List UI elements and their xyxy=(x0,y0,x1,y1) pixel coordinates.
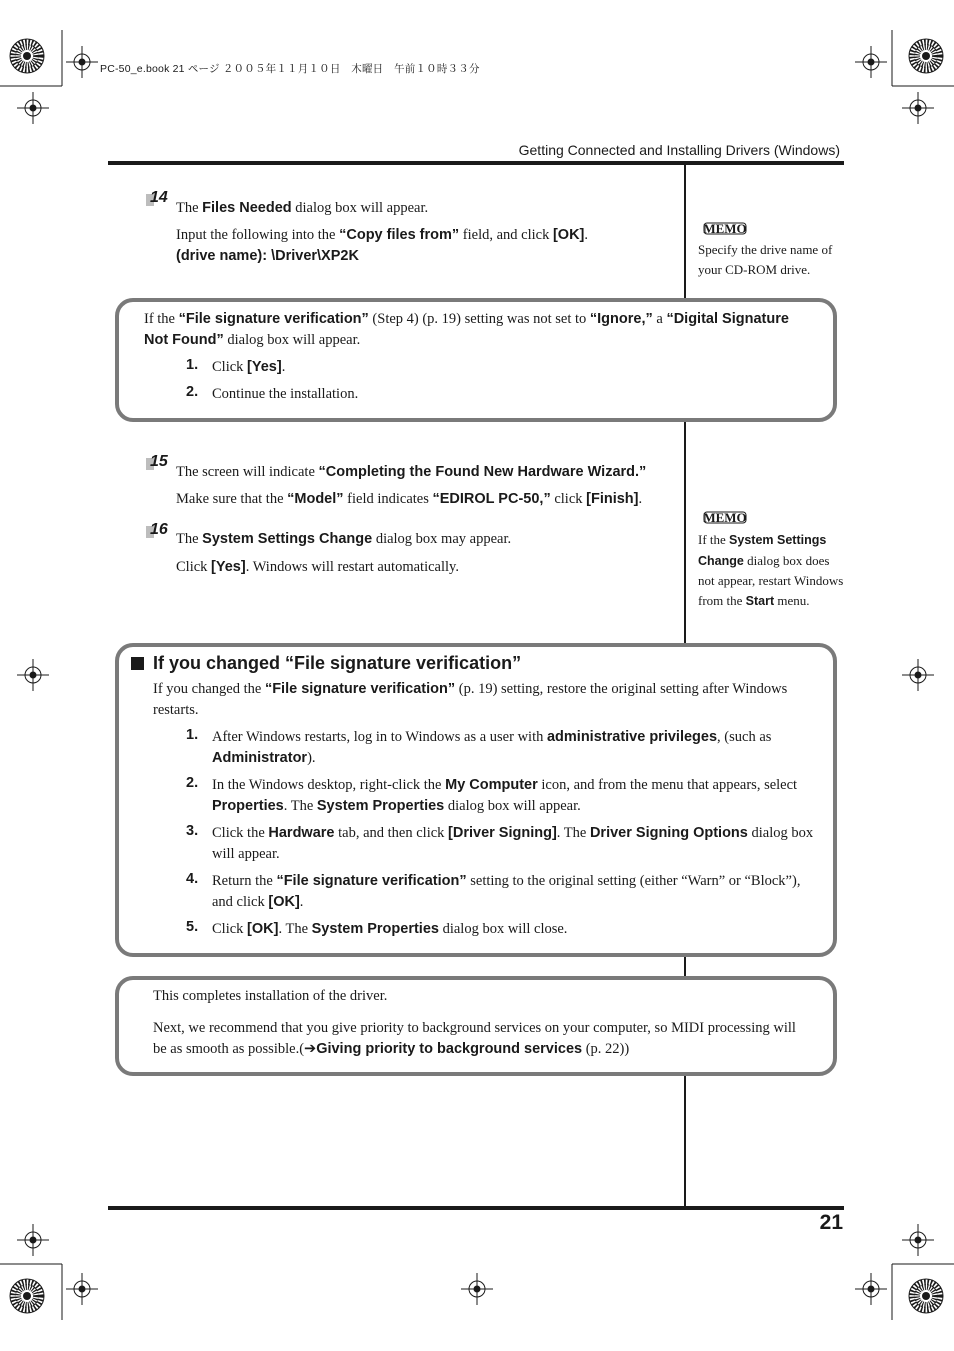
box2-item2-number: 2. xyxy=(186,775,199,791)
running-header: Getting Connected and Installing Drivers (Windows) xyxy=(518,142,840,158)
box2-item2: In the Windows desktop, right-click the My Computer icon, and from the menu that appears, select Properties. The System Properties dialog box will appear. xyxy=(212,777,798,814)
box2-item3: Click the Hardware tab, and then click [Driver Signing]. The Driver Signing Options dialog box will appear. xyxy=(212,825,814,862)
step15-line2: Make sure that the “Model” field indicates “EDIROL PC-50,” click [Finish]. xyxy=(176,491,643,507)
heading-square-icon xyxy=(131,657,144,670)
box2-item1: After Windows restarts, log in to Windows as a user with administrative privileges, (such as Administrator). xyxy=(212,729,772,766)
box2-item3-number: 3. xyxy=(186,823,199,839)
step-number-15: 15 xyxy=(150,453,168,470)
svg-text:MEMO: MEMO xyxy=(703,221,747,236)
step14-line1: The Files Needed dialog box will appear. xyxy=(176,200,429,216)
memo2-text: If the System Settings Change dialog box does not appear, restart Windows from the Start menu. xyxy=(698,532,844,608)
memo-icon xyxy=(703,219,747,242)
box1-item2: Continue the installation. xyxy=(212,386,359,402)
box3-para1: This completes installation of the driver. xyxy=(153,988,388,1004)
step-number-14: 14 xyxy=(150,189,168,206)
step14-path: (drive name): \Driver\XP2K xyxy=(176,248,359,264)
print-header: PC-50_e.book 21 ページ ２００５年１１月１０日 木曜日 午前１０時３３分 xyxy=(100,63,480,75)
page-number: 21 xyxy=(819,1211,843,1234)
box1-item1: Click [Yes]. xyxy=(212,359,286,375)
box1-item1-number: 1. xyxy=(186,357,199,373)
step15-line1: The screen will indicate “Completing the Found New Hardware Wizard.” xyxy=(176,464,647,480)
step-number-16: 16 xyxy=(150,521,168,538)
step16-line2: Click [Yes]. Windows will restart automatically. xyxy=(176,559,459,575)
box2-item4: Return the “File signature verification” setting to the original setting (either “Warn” or “Block”), and click [OK]. xyxy=(212,873,801,910)
box1-para: If the “File signature verification” (Step 4) (p. 19) setting was not set to “Ignore,” a “Digital Signature Not Found” dialog box will appear. xyxy=(144,311,789,348)
svg-text:MEMO: MEMO xyxy=(703,510,747,525)
step14-line2: Input the following into the “Copy files from” field, and click [OK]. xyxy=(176,227,589,243)
box2-item5: Click [OK]. The System Properties dialog box will close. xyxy=(212,921,568,937)
box2-item4-number: 4. xyxy=(186,871,199,887)
step16-line1: The System Settings Change dialog box may appear. xyxy=(176,531,512,547)
memo1-text: Specify the drive name of your CD-ROM drive. xyxy=(698,242,833,277)
section-heading: If you changed “File signature verification” xyxy=(153,653,522,673)
box3-para2: Next, we recommend that you give priority to background services on your computer, so MIDI processing will be as smooth as possible.(➔Giving priority to background services (p. 22)) xyxy=(153,1020,796,1057)
box2-item5-number: 5. xyxy=(186,919,199,935)
box1-item2-number: 2. xyxy=(186,384,199,400)
box2-intro: If you changed the “File signature verification” (p. 19) setting, restore the original setting after Windows restarts. xyxy=(153,681,788,718)
box2-item1-number: 1. xyxy=(186,727,199,743)
header-rule xyxy=(108,161,844,165)
memo-icon xyxy=(703,508,747,531)
footer-rule xyxy=(108,1206,844,1210)
